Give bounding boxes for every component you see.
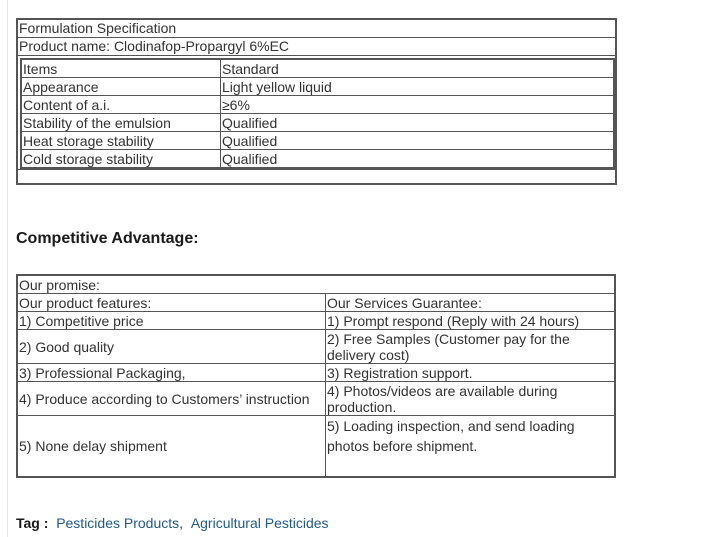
spec-title: Formulation Specification: [18, 20, 615, 38]
page-left-border: [7, 0, 8, 537]
service-cell: 1) Prompt respond (Reply with 24 hours): [326, 312, 616, 330]
table-row: [17, 312, 615, 330]
advantage-header-row: [17, 294, 615, 312]
table-row: [21, 132, 614, 150]
specification-table: [16, 18, 617, 185]
spec-item: Heat storage stability: [21, 132, 221, 150]
promise-row: [17, 275, 615, 294]
spec-header-item: Items: [21, 59, 221, 78]
competitive-advantage-heading: Competitive Advantage:: [16, 230, 199, 247]
promise-label: Our promise:: [17, 275, 615, 294]
features-header: Our product features:: [17, 294, 326, 312]
table-row: [17, 416, 615, 478]
service-cell: 2) Free Samples (Customer pay for the delivery cost): [326, 330, 616, 364]
feature-cell: 5) None delay shipment: [17, 416, 326, 478]
spec-standard: Qualified: [221, 114, 615, 132]
spec-standard: Light yellow liquid: [221, 78, 615, 96]
service-cell: 5) Loading inspection, and send loading photos before shipment.: [326, 416, 616, 478]
feature-cell: 2) Good quality: [17, 330, 326, 364]
service-cell: 4) Photos/videos are available during production.: [326, 382, 616, 416]
feature-cell: 3) Professional Packaging,: [17, 364, 326, 382]
spec-item: Appearance: [21, 78, 221, 96]
feature-cell: 1) Competitive price: [17, 312, 326, 330]
table-row: [21, 150, 614, 169]
services-header: Our Services Guarantee:: [326, 294, 616, 312]
spec-product-name: Product name: Clodinafop-Propargyl 6%EC: [18, 38, 615, 56]
tag-link-agricultural-pesticides[interactable]: Agricultural Pesticides: [190, 515, 329, 531]
spec-item: Stability of the emulsion: [21, 114, 221, 132]
table-row: [17, 330, 615, 364]
table-row: [17, 382, 615, 416]
tag-list: [16, 515, 329, 531]
tag-link-pesticides-products[interactable]: Pesticides Products: [56, 515, 180, 531]
spec-empty-row-divider: [18, 169, 615, 170]
spec-header-standard: Standard: [221, 59, 615, 78]
service-cell: 3) Registration support.: [326, 364, 616, 382]
tag-separator: ,: [179, 515, 184, 531]
spec-header-row: [21, 59, 614, 78]
tag-label: Tag :: [16, 515, 49, 531]
spec-item: Cold storage stability: [21, 150, 221, 169]
table-row: [17, 364, 615, 382]
table-row: [21, 96, 614, 114]
spec-standard: Qualified: [221, 150, 615, 169]
spec-standard: ≥6%: [221, 96, 615, 114]
table-row: [21, 78, 614, 96]
spec-item: Content of a.i.: [21, 96, 221, 114]
spec-standard: Qualified: [221, 132, 615, 150]
advantage-table: [16, 274, 616, 478]
spec-items-table: [20, 58, 615, 169]
table-row: [21, 114, 614, 132]
feature-cell: 4) Produce according to Customers’ instruction: [17, 382, 326, 416]
